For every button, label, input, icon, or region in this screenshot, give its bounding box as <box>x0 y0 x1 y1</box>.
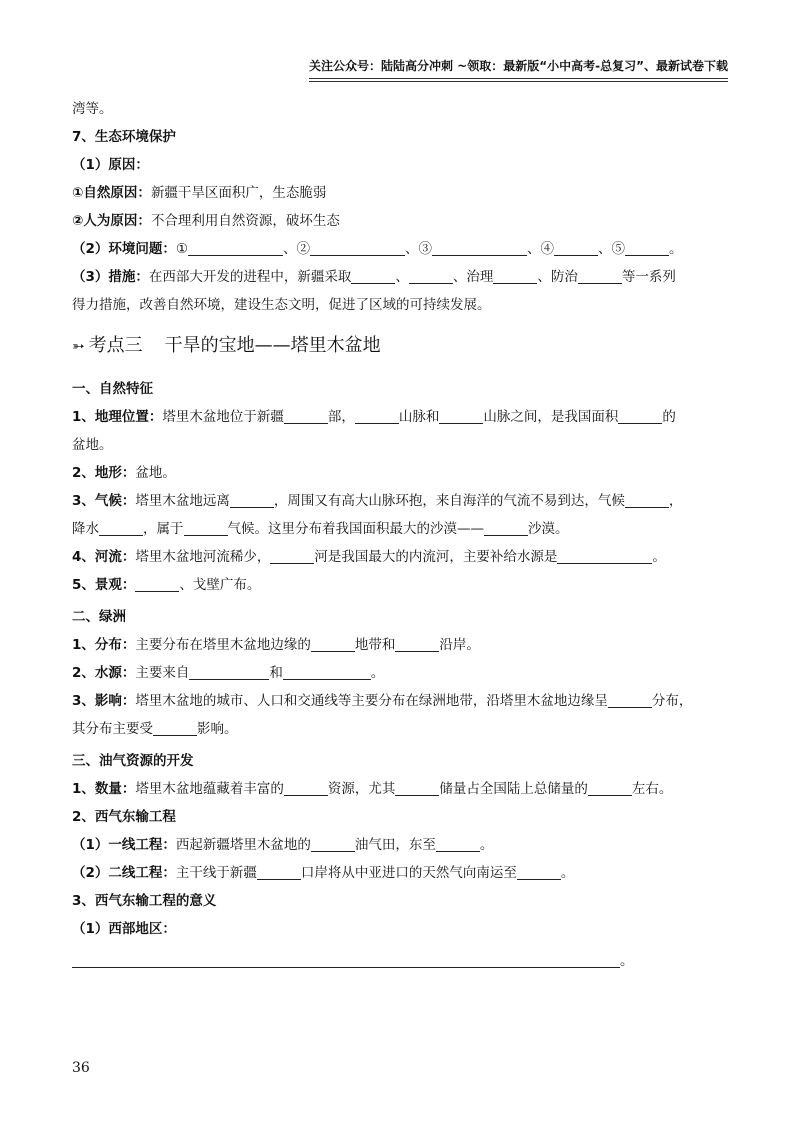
answer-blank[interactable] <box>557 547 652 564</box>
environment-problems-line <box>72 235 732 263</box>
quantity-line <box>72 775 732 803</box>
text: 储量占全国陆上总储量的 <box>439 781 588 797</box>
text: 、② <box>283 241 311 257</box>
answer-blank[interactable] <box>135 575 179 592</box>
water-source-line <box>72 659 732 687</box>
text: 口岸将从中亚进口的天然气向南运至 <box>300 865 517 881</box>
text: 、防治 <box>537 269 578 285</box>
answer-blank[interactable] <box>625 491 669 508</box>
text: 新疆干旱区面积广，生态脆弱 <box>150 185 327 201</box>
text: 。 <box>620 953 634 969</box>
location-line <box>72 403 732 431</box>
answer-blank[interactable] <box>578 267 622 284</box>
text-line: 盆地。 <box>72 437 113 453</box>
label: （1）一线工程： <box>72 837 176 853</box>
text: ， <box>668 493 683 509</box>
text: 。 <box>652 549 666 565</box>
text: 油气田，东至 <box>354 837 436 853</box>
text: 地带和 <box>354 637 396 653</box>
text: 影响。 <box>197 721 238 737</box>
label: （3）措施： <box>72 269 149 285</box>
answer-blank[interactable] <box>554 239 598 256</box>
text: 。 <box>560 865 575 881</box>
measures-line <box>72 263 732 291</box>
subsection-heading: （1）原因： <box>72 157 149 173</box>
label: 1、分布： <box>72 637 136 653</box>
answer-blank[interactable] <box>618 407 662 424</box>
answer-blank[interactable] <box>355 407 399 424</box>
answer-blank[interactable] <box>311 835 355 852</box>
answer-blank[interactable] <box>484 519 528 536</box>
text: 塔里木盆地蕴藏着丰富的 <box>135 781 284 797</box>
topic-name: 干旱的宝地——塔里木盆地 <box>164 335 381 356</box>
subsection-heading: （1）西部地区： <box>72 921 176 937</box>
label: 3、气候： <box>72 493 136 509</box>
text: 的 <box>662 409 676 425</box>
label: 1、数量： <box>72 781 136 797</box>
answer-blank[interactable] <box>153 719 197 736</box>
human-cause-line <box>72 207 732 235</box>
section-heading: 一、自然特征 <box>72 381 153 397</box>
label: 2、地形： <box>72 465 136 481</box>
answer-blank[interactable] <box>311 635 355 652</box>
river-line <box>72 543 732 571</box>
answer-blank[interactable] <box>257 863 301 880</box>
label: 3、影响： <box>72 693 136 709</box>
text: 、③ <box>405 241 433 257</box>
text: 和 <box>269 665 283 681</box>
section-heading: 二、绿洲 <box>72 609 126 625</box>
answer-blank[interactable] <box>351 267 395 284</box>
answer-blank[interactable] <box>284 779 328 796</box>
arrow-icon: ➳ <box>72 337 85 355</box>
text: 沿岸。 <box>439 637 480 653</box>
worksheet-content <box>72 95 732 975</box>
text: 塔里木盆地远离 <box>135 493 230 509</box>
answer-blank[interactable] <box>432 239 527 256</box>
text: 、戈壁广布。 <box>179 577 261 593</box>
distribution-line <box>72 631 732 659</box>
subsection-heading: 3、西气东输工程的意义 <box>72 893 217 909</box>
answer-blank[interactable] <box>230 491 274 508</box>
page-number: 36 <box>72 1060 90 1076</box>
text: 、⑤ <box>598 241 626 257</box>
section-heading: 三、油气资源的开发 <box>72 753 194 769</box>
text: 沙漠。 <box>528 521 569 537</box>
answer-blank[interactable] <box>409 267 453 284</box>
text: 盆地。 <box>135 465 176 481</box>
text: 资源，尤其 <box>327 781 396 797</box>
text: 气候。这里分布着我国面积最大的沙漠—— <box>227 521 484 537</box>
text: 主干线于新疆 <box>175 865 257 881</box>
text: ，属于 <box>143 521 184 537</box>
section-heading: 7、生态环境保护 <box>72 129 176 145</box>
text-line: 得力措施，改善自然环境，建设生态文明，促进了区域的可持续发展。 <box>72 297 491 313</box>
answer-blank[interactable] <box>517 863 561 880</box>
answer-blank[interactable] <box>436 835 480 852</box>
text: 降水 <box>72 521 99 537</box>
answer-blank[interactable] <box>439 407 483 424</box>
subsection-heading: 2、西气东输工程 <box>72 809 176 825</box>
text: 在西部大开发的进程中，新疆采取 <box>148 269 352 285</box>
climate-line <box>72 487 732 515</box>
topic-number: 考点三 <box>88 335 143 356</box>
label: 2、水源： <box>72 665 136 681</box>
page-header: 关注公众号：陆陆高分冲刺 ~领取：最新版“小中高考-总复习”、最新试卷下载 <box>309 57 728 79</box>
text: 分布， <box>651 693 693 709</box>
label: 5、景观： <box>72 577 136 593</box>
text: 山脉之间，是我国面积 <box>483 409 619 425</box>
label: （2）二线工程： <box>72 865 176 881</box>
answer-blank[interactable] <box>625 239 669 256</box>
answer-line <box>72 947 732 975</box>
answer-blank[interactable] <box>283 663 371 680</box>
text: 部， <box>327 409 355 425</box>
answer-blank[interactable] <box>99 519 143 536</box>
text: 塔里木盆地河流稀少， <box>135 549 271 565</box>
text: 主要分布在塔里木盆地边缘的 <box>135 637 311 653</box>
text: 主要来自 <box>135 665 190 681</box>
answer-blank[interactable] <box>184 519 228 536</box>
influence-line-2 <box>72 715 732 743</box>
climate-line-2 <box>72 515 732 543</box>
answer-blank[interactable] <box>588 779 632 796</box>
text: 河是我国最大的内流河，主要补给水源是 <box>314 549 558 565</box>
label: 1、地理位置： <box>72 409 163 425</box>
text: 、治理 <box>452 269 494 285</box>
text: 不合理利用自然资源，破坏生态 <box>150 213 340 229</box>
influence-line <box>72 687 732 715</box>
landscape-line <box>72 571 732 599</box>
answer-blank[interactable] <box>395 635 439 652</box>
text: ，周围又有高大山脉环抱，来自海洋的气流不易到达，气候 <box>273 493 625 509</box>
natural-cause-line <box>72 179 732 207</box>
text: 。 <box>669 241 683 257</box>
text: 、 <box>395 269 409 285</box>
answer-blank[interactable] <box>72 951 620 968</box>
answer-blank[interactable] <box>395 779 439 796</box>
topic-title <box>72 327 732 365</box>
text: 塔里木盆地的城市、人口和交通线等主要分布在绿洲地带，沿塔里木盆地边缘呈 <box>135 693 608 709</box>
text: 。 <box>479 837 494 853</box>
answer-blank[interactable] <box>310 239 405 256</box>
text-line: 湾等。 <box>72 101 113 117</box>
label: （2）环境问题： <box>72 241 176 257</box>
text: 山脉和 <box>398 409 440 425</box>
answer-blank[interactable] <box>608 691 652 708</box>
label: ②人为原因： <box>72 213 151 229</box>
second-line-project <box>72 859 732 887</box>
answer-blank[interactable] <box>189 663 269 680</box>
text: 其分布主要受 <box>72 721 153 737</box>
text: 。 <box>370 665 385 681</box>
label: 4、河流： <box>72 549 136 565</box>
answer-blank[interactable] <box>188 239 283 256</box>
text: ① <box>175 241 189 257</box>
text: 左右。 <box>631 781 673 797</box>
text: 西起新疆塔里木盆地的 <box>175 837 311 853</box>
answer-blank[interactable] <box>284 407 328 424</box>
answer-blank[interactable] <box>270 547 314 564</box>
terrain-line <box>72 459 732 487</box>
text: 、④ <box>527 241 555 257</box>
text: 等一系列 <box>621 269 676 285</box>
first-line-project <box>72 831 732 859</box>
answer-blank[interactable] <box>493 267 537 284</box>
text: 塔里木盆地位于新疆 <box>162 409 284 425</box>
label: ①自然原因： <box>72 185 151 201</box>
